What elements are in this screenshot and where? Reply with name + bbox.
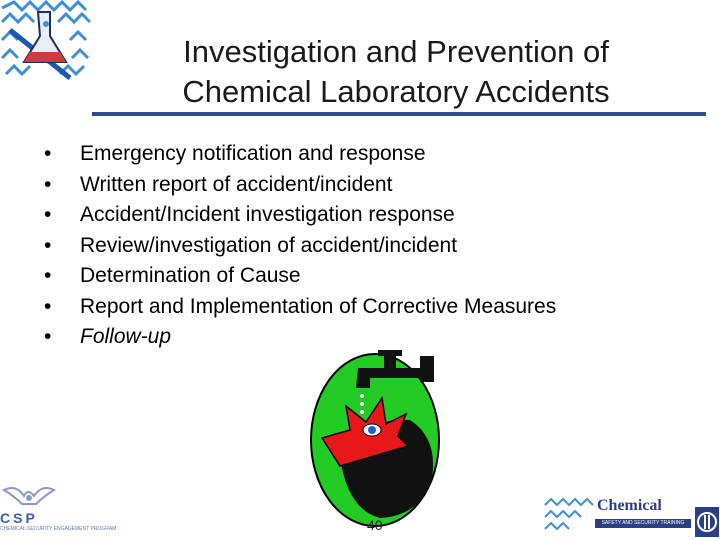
title-line-2: Chemical Laboratory Accidents xyxy=(182,74,610,109)
bullet-text: Review/investigation of accident/incident xyxy=(80,233,458,257)
bullet-item xyxy=(44,261,556,292)
eyewash-faucet-clipart-icon xyxy=(300,348,450,528)
bullet-text: Emergency notification and response xyxy=(80,142,426,165)
wave-pattern-icon xyxy=(543,495,597,540)
chemical-safety-logo xyxy=(543,495,720,540)
bullet-marker: • xyxy=(44,264,52,287)
bullet-text: Follow-up xyxy=(80,325,172,348)
bullet-marker: • xyxy=(44,172,52,196)
bullet-item xyxy=(44,170,556,201)
slide-title xyxy=(96,32,696,112)
bullet-marker: • xyxy=(44,203,52,226)
bullet-item xyxy=(44,139,556,170)
flask-logo-icon xyxy=(0,0,92,88)
bullet-marker: • xyxy=(44,294,52,318)
bullet-text: Accident/Incident investigation response xyxy=(80,203,455,226)
bullet-text: Report and Implementation of Corrective Measures xyxy=(80,294,557,318)
chemical-logo-tagline: SAFETY AND SECURITY TRAINING xyxy=(595,519,691,528)
bullet-text: Determination of Cause xyxy=(80,264,301,287)
bullet-marker: • xyxy=(44,142,52,165)
bullet-marker: • xyxy=(44,233,52,257)
csp-logo xyxy=(0,482,117,540)
bullet-marker: • xyxy=(44,325,52,348)
chemical-logo-name: Chemical xyxy=(597,497,662,514)
eagle-icon xyxy=(0,482,58,512)
sandia-emblem-icon xyxy=(695,507,719,537)
page-number: 40 xyxy=(367,517,383,533)
bullet-item xyxy=(44,292,556,323)
csp-logo-subtext: CHEMICAL SECURITY ENGAGEMENT PROGRAM xyxy=(0,526,117,532)
csp-logo-text: CSP xyxy=(0,510,38,526)
title-line-1: Investigation and Prevention of xyxy=(183,34,609,69)
bullet-item xyxy=(44,200,556,231)
bullet-text: Written report of accident/incident xyxy=(80,172,393,196)
title-divider xyxy=(92,112,706,116)
bullet-list xyxy=(44,139,556,353)
bullet-item xyxy=(44,231,556,262)
